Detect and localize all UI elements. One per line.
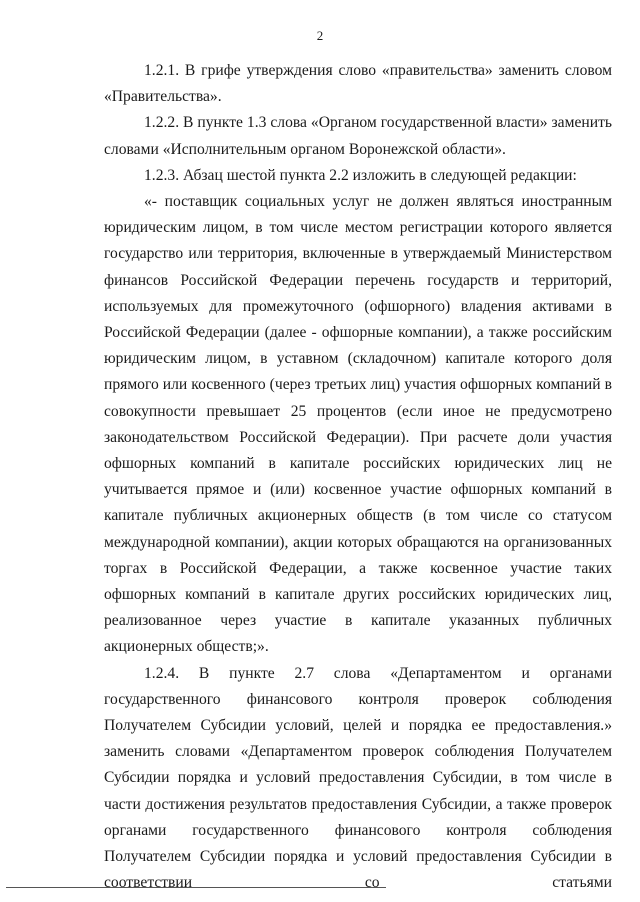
bottom-rule [6,887,386,888]
paragraph-1-2-3: 1.2.3. Абзац шестой пункта 2.2 изложить в следующей редакции: [144,166,577,184]
page-number: 2 [316,28,324,43]
paragraph-1-2-4: 1.2.4. В пункте 2.7 слова «Департаментом и органами государственного финансового контроля проверок соблюдения Получателем Субсидии условий, целей и порядка ее предоставления.» заменить словами «Департаментом проверок соблюдения Получателем Субсидии порядка и условий предоставления Субсидии, в том числе в части достижения результатов предоставления Субсидии, а также проверок органами государственного финансового контроля соблюдения Получателем Субсидии порядка и условий предоставления Субсидии в соответствии со статьями [104,664,612,892]
document-body [104,58,612,897]
paragraph-1-2-1: 1.2.1. В грифе утверждения слово «правительства» заменить словом «Правительства». [104,62,612,106]
paragraph-new-edition: «- поставщик социальных услуг не должен являться иностранным юридическим лицом, в том числе местом регистрации которого является государство или территория, включенные в утверждаемый Министерством финансов Российской Федерации перечень государств и территорий, используемых для промежуточного (офшорного) владения активами в Российской Федерации (далее - офшорные компании), а также российским юридическим лицом, в уставном (складочном) капитале которого доля прямого или косвенного (через третьих лиц) участия офшорных компаний в совокупности превышает 25 процентов (если иное не предусмотрено законодательством Российской Федерации). При расчете доли участия офшорных компаний в капитале российских юридических лиц не учитывается прямое и (или) косвенное участие офшорных компаний в капитале публичных акционерных обществ (в том числе со статусом международной компании), акции которых обращаются на организованных торгах в Российской Федерации, а также косвенное участие таких офшорных компаний в капитале других российских юридических лиц, реализованное через участие в капитале указанных публичных акционерных обществ;». [104,193,612,656]
paragraph-1-2-2: 1.2.2. В пункте 1.3 слова «Органом государственной власти» заменить словами «Исполнительным органом Воронежской области». [104,114,612,158]
